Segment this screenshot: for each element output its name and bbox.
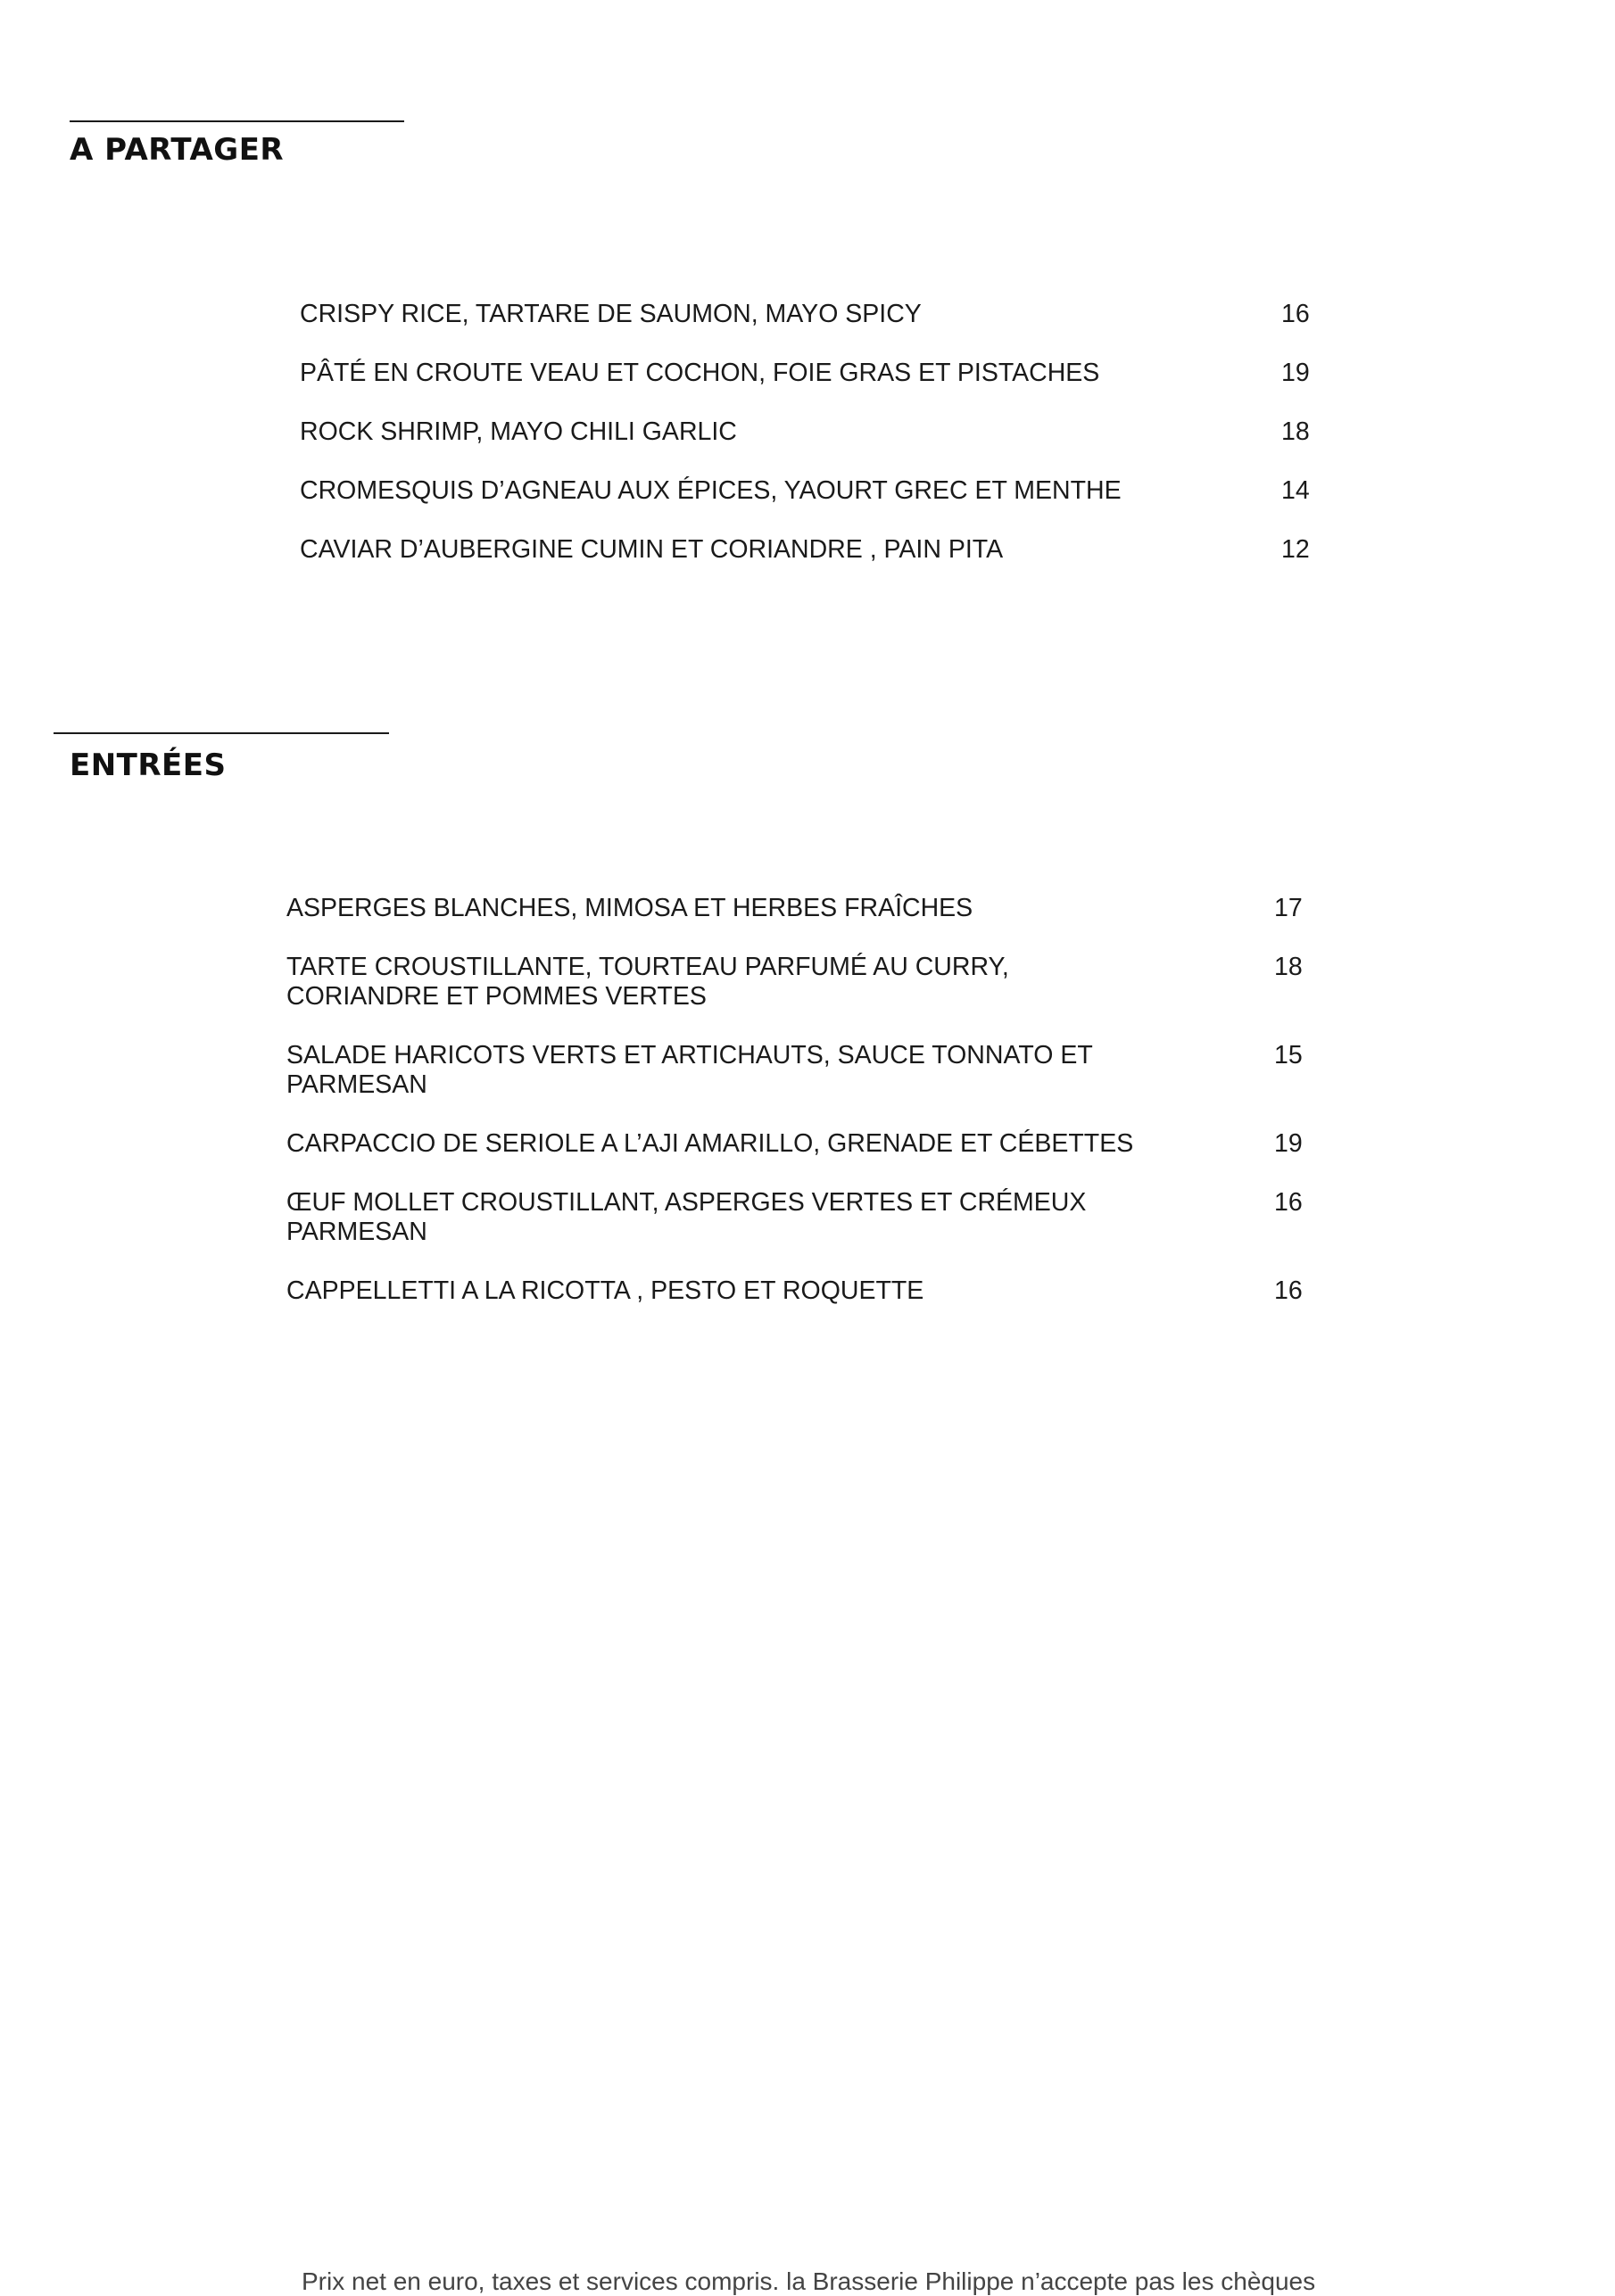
section-title-a-partager: A PARTAGER xyxy=(70,132,285,168)
section-divider xyxy=(70,120,404,122)
menu-item-name-line2: CORIANDRE ET POMMES VERTES xyxy=(286,982,707,1011)
menu-item-price: 18 xyxy=(1281,417,1310,446)
menu-item-name: ROCK SHRIMP, MAYO CHILI GARLIC xyxy=(300,417,737,446)
menu-item-name: ŒUF MOLLET CROUSTILLANT, ASPERGES VERTES ET CRÉMEUX xyxy=(286,1188,1087,1217)
menu-item-name: CAVIAR D’AUBERGINE CUMIN ET CORIANDRE , PAIN PITA xyxy=(300,535,1004,564)
menu-item-name: ASPERGES BLANCHES, MIMOSA ET HERBES FRAÎCHES xyxy=(286,894,973,922)
menu-item-name: CARPACCIO DE SERIOLE A L’AJI AMARILLO, GRENADE ET CÉBETTES xyxy=(286,1129,1134,1158)
menu-item-name: TARTE CROUSTILLANTE, TOURTEAU PARFUMÉ AU CURRY, xyxy=(286,953,1009,981)
menu-list-entrees xyxy=(286,894,1304,1304)
menu-item-name: PÂTÉ EN CROUTE VEAU ET COCHON, FOIE GRAS ET PISTACHES xyxy=(300,359,1100,387)
menu-item-price: 16 xyxy=(1274,1276,1303,1305)
menu-item-price: 12 xyxy=(1281,535,1310,564)
menu-item-price: 19 xyxy=(1274,1129,1303,1158)
menu-item-name: CAPPELLETTI A LA RICOTTA , PESTO ET ROQUETTE xyxy=(286,1276,924,1305)
menu-item-name: CRISPY RICE, TARTARE DE SAUMON, MAYO SPICY xyxy=(300,300,922,328)
menu-item-price: 16 xyxy=(1274,1188,1303,1217)
menu-item-price: 15 xyxy=(1274,1041,1303,1070)
menu-item-name-line2: PARMESAN xyxy=(286,1218,427,1246)
section-divider xyxy=(54,732,389,734)
menu-item-name: SALADE HARICOTS VERTS ET ARTICHAUTS, SAUCE TONNATO ET xyxy=(286,1041,1093,1070)
menu-item-price: 17 xyxy=(1274,894,1303,922)
menu-list-a-partager xyxy=(300,300,1308,567)
section-title-entrees: ENTRÉES xyxy=(70,747,227,783)
menu-item-name-line2: PARMESAN xyxy=(286,1070,427,1099)
menu-item-name: CROMESQUIS D’AGNEAU AUX ÉPICES, YAOURT GREC ET MENTHE xyxy=(300,476,1122,505)
footer-note: Prix net en euro, taxes et services compris. la Brasserie Philippe n’accepte pas les chèques xyxy=(302,2267,1316,2295)
menu-item-price: 14 xyxy=(1281,476,1310,505)
menu-item-price: 18 xyxy=(1274,953,1303,981)
menu-item-price: 16 xyxy=(1281,300,1310,328)
menu-item-price: 19 xyxy=(1281,359,1310,387)
